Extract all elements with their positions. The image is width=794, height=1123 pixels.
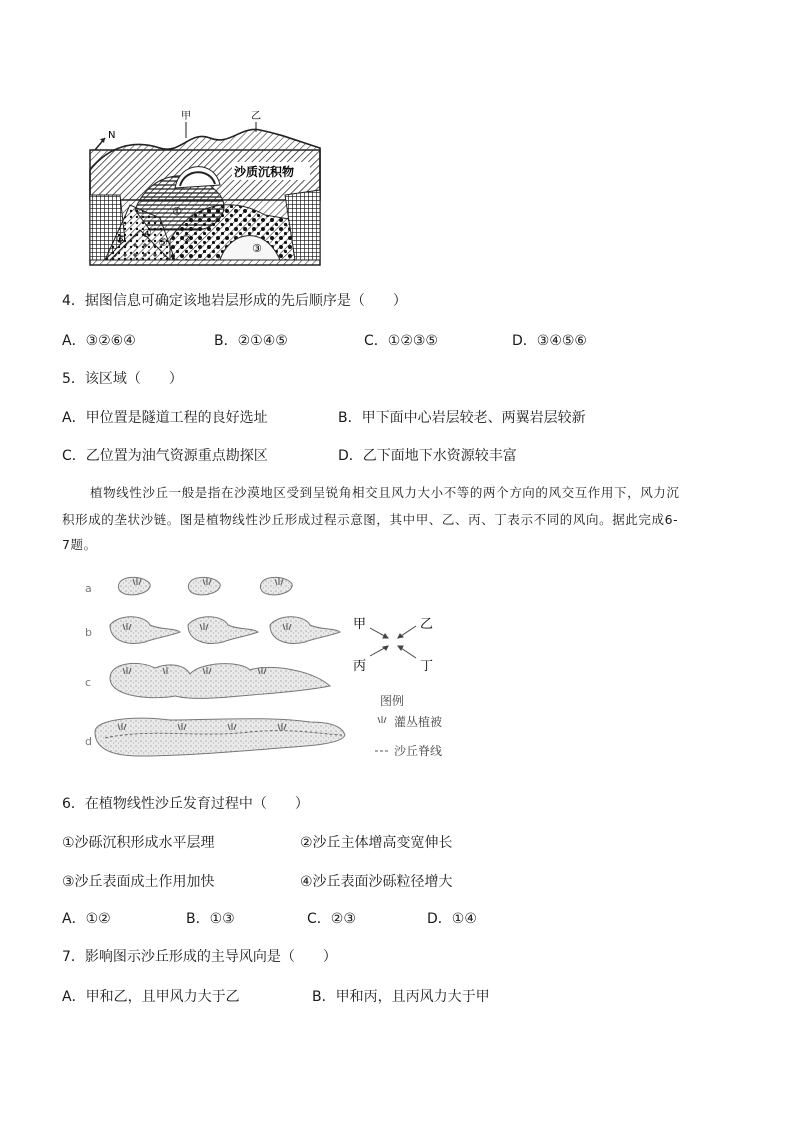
q6-statement-3: ③沙丘表面成土作用加快 bbox=[62, 874, 215, 890]
north-label: N bbox=[108, 130, 116, 141]
legend-title: 图例 bbox=[380, 694, 405, 708]
linear-dune-figure bbox=[80, 570, 460, 780]
q7-stem: 7．影响图示沙丘形成的主导风向是（ ） bbox=[62, 949, 337, 965]
q7-option-a[interactable]: A．甲和乙，且甲风力大于乙 bbox=[62, 989, 240, 1005]
q6-option-b[interactable]: B．①③ bbox=[186, 911, 235, 927]
q6-statement-1: ①沙砾沉积形成水平层理 bbox=[62, 835, 215, 851]
q6-statement-4: ④沙丘表面沙砾粒径增大 bbox=[300, 874, 453, 890]
q4-option-d[interactable]: D．③④⑤⑥ bbox=[512, 333, 587, 349]
q5-option-c[interactable]: C．乙位置为油气资源重点勘探区 bbox=[62, 448, 268, 464]
q4-stem: 4．据图信息可确定该地岩层形成的先后顺序是（ ） bbox=[62, 293, 407, 309]
shrub-legend-icon bbox=[378, 716, 386, 723]
legend-shrub: 灌丛植被 bbox=[394, 715, 443, 729]
q4-option-c[interactable]: C．①②③⑤ bbox=[364, 333, 438, 349]
passage-line-2: 积形成的垄状沙链。图是植物线性沙丘形成过程示意图，其中甲、乙、丙、丁表示不同的风向。据此完成6- bbox=[62, 512, 679, 527]
passage-line-1: 植物线性沙丘一般是指在沙漠地区受到呈锐角相交且风力大小不等的两个方向的风交互作用下，风力沉 bbox=[90, 485, 680, 500]
q6-option-c[interactable]: C．②③ bbox=[307, 911, 356, 927]
q6-statement-2: ②沙丘主体增高变宽伸长 bbox=[300, 835, 453, 851]
legend-ridge: 沙丘脊线 bbox=[394, 744, 443, 758]
stage-a-label: a bbox=[85, 582, 92, 595]
stage-b-label: b bbox=[85, 626, 92, 639]
layer-5-label: ⑤ bbox=[158, 236, 168, 249]
wind-yi-label: 乙 bbox=[420, 617, 434, 632]
sediment-label: 沙质沉积物 bbox=[234, 165, 295, 179]
location-yi-label: 乙 bbox=[251, 111, 261, 122]
geologic-section-figure bbox=[80, 100, 330, 270]
layer-4-label: ④ bbox=[142, 227, 152, 240]
stage-d-label: d bbox=[85, 735, 92, 748]
layer-3-label: ③ bbox=[252, 242, 262, 255]
passage-line-3: 7题。 bbox=[62, 537, 97, 552]
q6-stem: 6．在植物线性沙丘发育过程中（ ） bbox=[62, 796, 309, 812]
q4-option-b[interactable]: B．②①④⑤ bbox=[214, 333, 288, 349]
q5-option-a[interactable]: A．甲位置是隧道工程的良好选址 bbox=[62, 410, 268, 426]
q5-option-d[interactable]: D．乙下面地下水资源较丰富 bbox=[338, 448, 517, 464]
location-jia-label: 甲 bbox=[181, 111, 191, 122]
q4-option-a[interactable]: A．③②⑥④ bbox=[62, 333, 136, 349]
layer-6-label: ⑥ bbox=[116, 233, 126, 246]
q6-option-d[interactable]: D．①④ bbox=[427, 911, 477, 927]
stage-c-label: c bbox=[85, 676, 92, 689]
q6-option-a[interactable]: A．①② bbox=[62, 911, 111, 927]
q5-option-b[interactable]: B．甲下面中心岩层较老、两翼岩层较新 bbox=[338, 410, 586, 426]
layer-1-label: ① bbox=[172, 205, 182, 218]
wind-ding-label: 丁 bbox=[420, 659, 434, 674]
layer-2-label: ② bbox=[182, 232, 192, 245]
q7-option-b[interactable]: B．甲和丙，且丙风力大于甲 bbox=[312, 989, 490, 1005]
q5-stem: 5．该区域（ ） bbox=[62, 371, 183, 387]
wind-jia-label: 甲 bbox=[353, 617, 367, 632]
wind-bing-label: 丙 bbox=[353, 659, 367, 674]
